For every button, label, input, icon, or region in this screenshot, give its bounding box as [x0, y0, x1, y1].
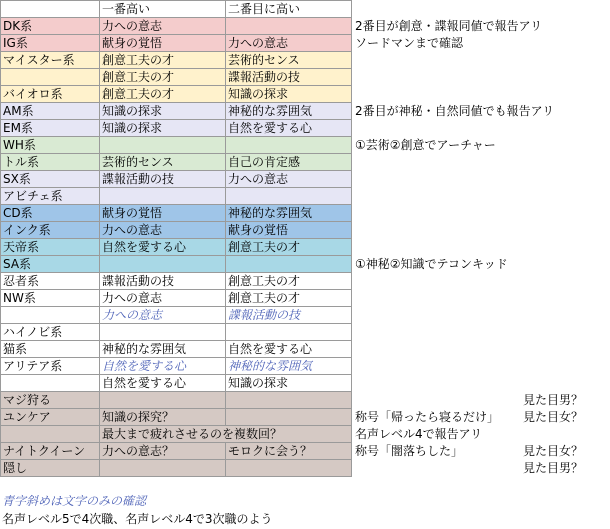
- table-row: [1, 426, 352, 443]
- highest-stat-cell: 諜報活動の技: [100, 171, 226, 188]
- highest-stat-cell: 創意工夫の才: [100, 86, 226, 103]
- second-stat-cell: 知識の探求: [226, 375, 352, 392]
- second-stat-cell: [226, 392, 352, 409]
- second-stat-cell: 創意工夫の才: [226, 273, 352, 290]
- side-note: 称号「帰ったら寝るだけ」: [355, 410, 500, 424]
- second-stat-cell: 力への意志: [226, 35, 352, 52]
- highest-stat-cell: [100, 324, 226, 341]
- job-name-cell: NW系: [1, 290, 100, 307]
- second-stat-cell: [226, 137, 352, 154]
- second-stat-cell: [226, 256, 352, 273]
- second-stat-cell: 自然を愛する心: [226, 120, 352, 137]
- highest-stat-cell: 力への意志: [100, 222, 226, 239]
- job-name-cell: IG系: [1, 35, 100, 52]
- job-name-cell: アビチェ系: [1, 188, 100, 205]
- second-stat-cell: [226, 409, 352, 426]
- highest-stat-cell: 創意工夫の才: [100, 69, 226, 86]
- highest-stat-cell: [100, 188, 226, 205]
- table-row: [1, 86, 352, 103]
- table-row: [1, 341, 352, 358]
- second-stat-cell: 創意工夫の才: [226, 290, 352, 307]
- second-stat-cell: [226, 324, 352, 341]
- job-name-cell: AM系: [1, 103, 100, 120]
- table-row: [1, 392, 352, 409]
- table-row: [1, 18, 352, 35]
- side-note: 2番目が神秘・自然同値でも報告アリ: [355, 104, 555, 118]
- second-stat-cell: [226, 18, 352, 35]
- highest-stat-cell: 自然を愛する心: [100, 358, 226, 375]
- job-name-cell: [1, 69, 100, 86]
- second-stat-cell: 諜報活動の技: [226, 69, 352, 86]
- job-name-cell: ハイノビ系: [1, 324, 100, 341]
- second-stat-cell: 自然を愛する心: [226, 341, 352, 358]
- highest-stat-cell: 力への意志: [100, 307, 226, 324]
- appearance-note: 見た目男？: [523, 461, 584, 475]
- table-row: [1, 222, 352, 239]
- highest-stat-cell: [100, 256, 226, 273]
- job-name-cell: ナイトクイーン: [1, 443, 100, 460]
- job-name-cell: CD系: [1, 205, 100, 222]
- highest-stat-cell: 諜報活動の技: [100, 273, 226, 290]
- table-row: [1, 52, 352, 69]
- second-stat-cell: 神秘的な雰囲気: [226, 103, 352, 120]
- table-row: [1, 324, 352, 341]
- header-row: [1, 1, 352, 18]
- second-stat-cell: 諜報活動の技: [226, 307, 352, 324]
- job-name-cell: EM系: [1, 120, 100, 137]
- table-row: [1, 273, 352, 290]
- side-note: 名声レベル4で報告アリ: [355, 427, 483, 441]
- second-stat-cell: 神秘的な雰囲気: [226, 358, 352, 375]
- job-name-cell: トル系: [1, 154, 100, 171]
- highest-stat-cell: [100, 460, 226, 477]
- footer-note: 名声レベル5で4次職、名声レベル4で3次職のよう: [2, 512, 273, 526]
- second-stat-cell: 自己の肯定感: [226, 154, 352, 171]
- header-name: [1, 1, 100, 18]
- highest-stat-cell: 知識の探求: [100, 120, 226, 137]
- table-row: [1, 154, 352, 171]
- highest-stat-cell: [100, 137, 226, 154]
- table-body: [1, 18, 352, 477]
- table-row: [1, 205, 352, 222]
- highest-stat-cell: 創意工夫の才: [100, 52, 226, 69]
- italic-legend-note: 青字斜めは文字のみの確認: [2, 494, 147, 508]
- highest-stat-cell: 力への意志: [100, 290, 226, 307]
- job-name-cell: ユンケア: [1, 409, 100, 426]
- table-row: [1, 137, 352, 154]
- table-row: [1, 69, 352, 86]
- appearance-note: 見た目男？: [523, 393, 584, 407]
- table-row: [1, 307, 352, 324]
- appearance-note: 見た目女？: [523, 444, 584, 458]
- highest-stat-cell: 神秘的な雰囲気: [100, 341, 226, 358]
- table-row: [1, 443, 352, 460]
- job-name-cell: 天帝系: [1, 239, 100, 256]
- highest-stat-cell: 知識の探求: [100, 103, 226, 120]
- highest-stat-cell: 知識の探究？: [100, 409, 226, 426]
- highest-stat-cell: 献身の覚悟: [100, 35, 226, 52]
- job-name-cell: DK系: [1, 18, 100, 35]
- job-name-cell: バイオロ系: [1, 86, 100, 103]
- second-stat-cell: 知識の探求: [226, 86, 352, 103]
- job-name-cell: WH系: [1, 137, 100, 154]
- job-name-cell: インク系: [1, 222, 100, 239]
- highest-stat-cell: 自然を愛する心: [100, 375, 226, 392]
- highest-stat-cell: 最大まで疲れさせるのを複数回？: [100, 426, 352, 443]
- job-name-cell: SX系: [1, 171, 100, 188]
- appearance-note: 見た目女？: [523, 410, 584, 424]
- job-name-cell: 猫系: [1, 341, 100, 358]
- side-note: ①芸術②創意でアーチャー: [355, 138, 496, 152]
- table-row: [1, 358, 352, 375]
- table-row: [1, 120, 352, 137]
- highest-stat-cell: 自然を愛する心: [100, 239, 226, 256]
- second-stat-cell: 神秘的な雰囲気: [226, 205, 352, 222]
- job-name-cell: マイスター系: [1, 52, 100, 69]
- second-stat-cell: [226, 460, 352, 477]
- highest-stat-cell: [100, 392, 226, 409]
- table-row: [1, 103, 352, 120]
- side-note: 称号「闇落ちした」: [355, 444, 464, 458]
- table-row: [1, 409, 352, 426]
- second-stat-cell: [226, 188, 352, 205]
- second-stat-cell: 芸術的センス: [226, 52, 352, 69]
- second-stat-cell: 力への意志: [226, 171, 352, 188]
- highest-stat-cell: 芸術的センス: [100, 154, 226, 171]
- table-row: [1, 239, 352, 256]
- job-name-cell: SA系: [1, 256, 100, 273]
- table-row: [1, 256, 352, 273]
- side-note: ①神秘②知識でテコンキッド: [355, 257, 508, 271]
- table-row: [1, 460, 352, 477]
- job-name-cell: アリテア系: [1, 358, 100, 375]
- highest-stat-cell: 力への意志: [100, 18, 226, 35]
- job-name-cell: [1, 307, 100, 324]
- table-row: [1, 171, 352, 188]
- second-stat-cell: モロクに会う？: [226, 443, 352, 460]
- table-row: [1, 188, 352, 205]
- highest-stat-cell: 力への意志？: [100, 443, 226, 460]
- table-row: [1, 35, 352, 52]
- job-name-cell: 忍者系: [1, 273, 100, 290]
- second-stat-cell: 献身の覚悟: [226, 222, 352, 239]
- table-row: [1, 375, 352, 392]
- highest-stat-cell: 献身の覚悟: [100, 205, 226, 222]
- second-stat-cell: 創意工夫の才: [226, 239, 352, 256]
- side-note: ソードマンまで確認: [355, 36, 464, 50]
- side-note: 2番目が創意・諜報同値で報告アリ: [355, 19, 543, 33]
- header-second-highest: 二番目に高い: [226, 1, 352, 18]
- job-name-cell: 隠し: [1, 460, 100, 477]
- job-name-cell: [1, 426, 100, 443]
- table-row: [1, 290, 352, 307]
- job-name-cell: マジ狩る: [1, 392, 100, 409]
- header-highest: 一番高い: [100, 1, 226, 18]
- job-name-cell: [1, 375, 100, 392]
